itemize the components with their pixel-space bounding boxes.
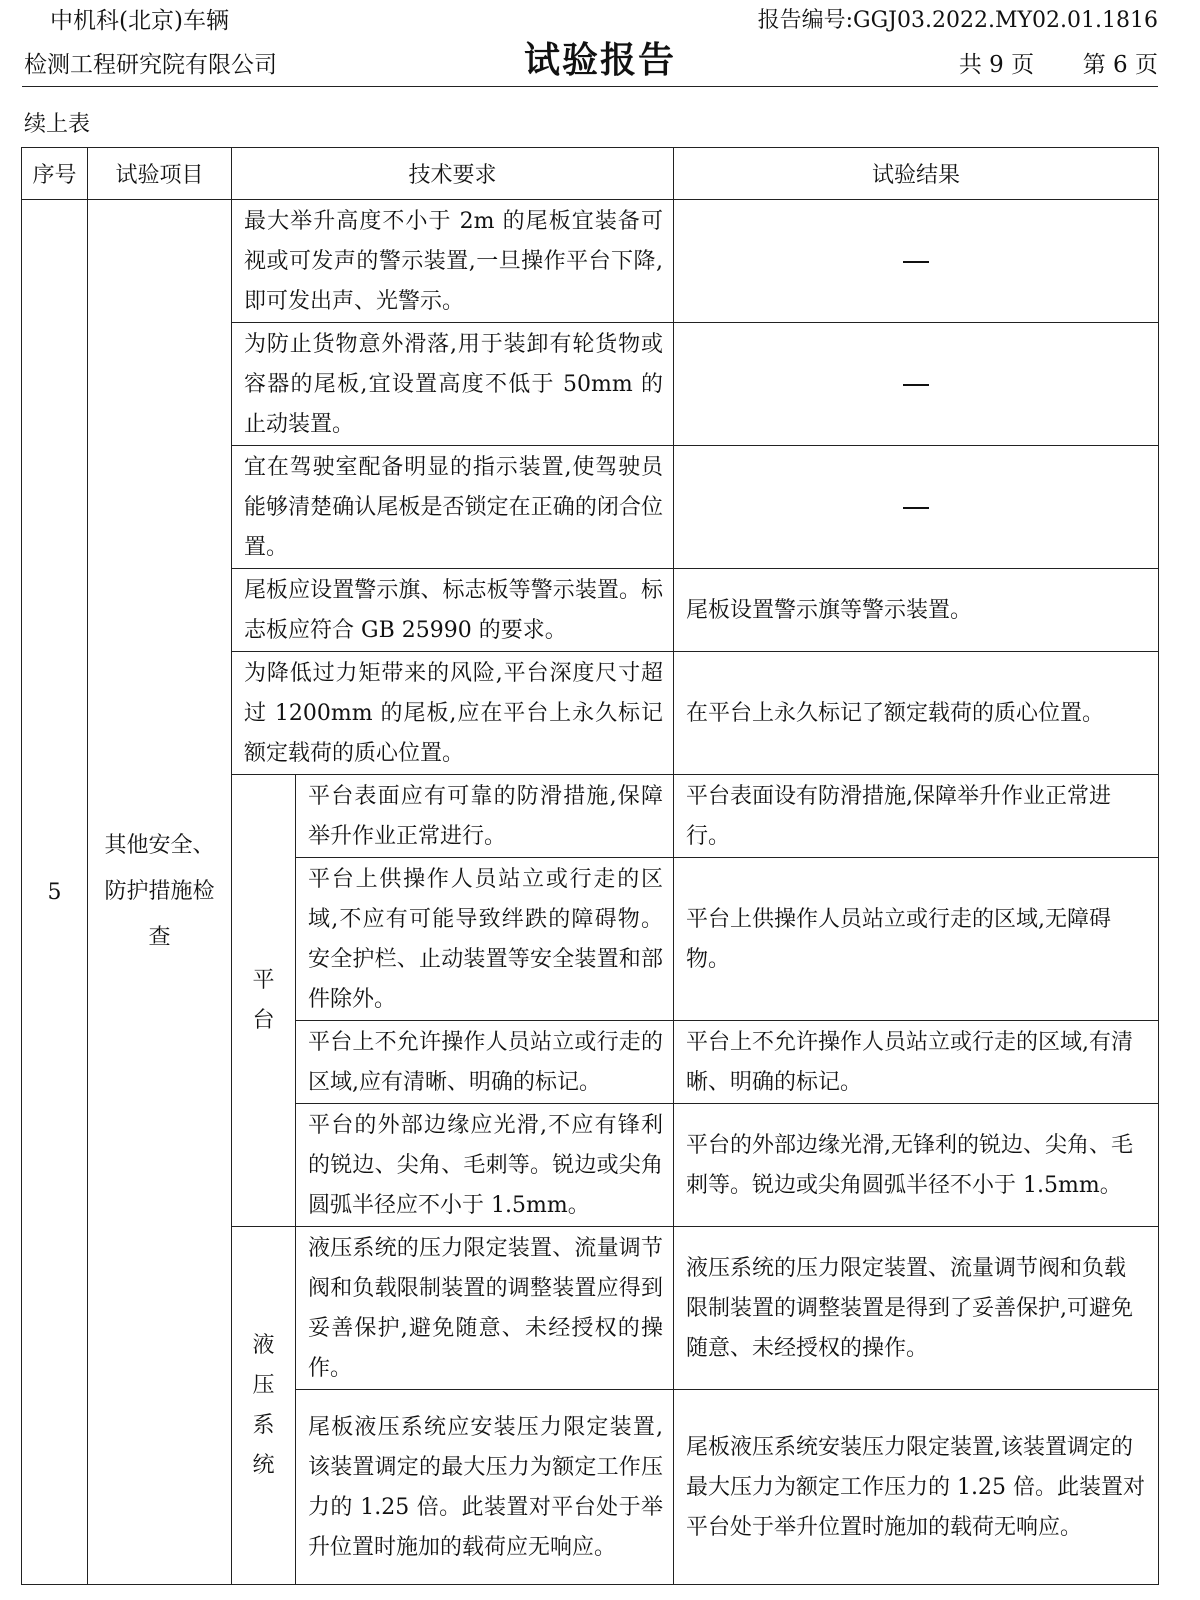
col-header-item: 试验项目 <box>88 148 232 200</box>
dash-mark <box>903 507 929 509</box>
item-cell <box>88 200 232 1585</box>
report-number: 报告编号:GGJ03.2022.MY02.01.1816 <box>757 8 1158 33</box>
result-cell: 液压系统的压力限定装置、流量调节阀和负载限制装置的调整装置是得到了妥善保护,可避免随意、未经授权的操作。 <box>674 1227 1159 1390</box>
result-cell <box>674 200 1159 323</box>
requirement-cell: 尾板液压系统应安装压力限定装置,该装置调定的最大压力为额定工作压力的 1.25 倍。此装置对平台处于举升位置时施加的载荷应无响应。 <box>296 1390 674 1585</box>
org-name-line2: 检测工程研究院有限公司 <box>24 52 277 78</box>
item-text: 其他安全、防护措施检查 <box>104 833 215 950</box>
total-pages: 共 9 页 <box>958 52 1035 78</box>
dash-mark <box>903 261 929 263</box>
org-name-line1: 中机科(北京)车辆 <box>50 8 229 34</box>
page-info <box>959 54 1158 77</box>
requirement-cell: 平台上不允许操作人员站立或行走的区域,应有清晰、明确的标记。 <box>296 1021 674 1104</box>
subgroup-label-hydraulic: 液 压 系 统 <box>232 1227 296 1585</box>
requirement-cell: 液压系统的压力限定装置、流量调节阀和负载限制装置的调整装置应得到妥善保护,避免随意、未经授权的操作。 <box>296 1227 674 1390</box>
result-cell: 尾板液压系统安装压力限定装置,该装置调定的最大压力为额定工作压力的 1.25 倍。此装置对平台处于举升位置时施加的载荷无响应。 <box>674 1390 1159 1585</box>
result-cell <box>674 323 1159 446</box>
subgroup-label-platform: 平 台 <box>232 775 296 1227</box>
result-cell: 平台上供操作人员站立或行走的区域,无障碍物。 <box>674 858 1159 1021</box>
header-divider <box>22 86 1158 87</box>
requirement-cell: 尾板应设置警示旗、标志板等警示装置。标志板应符合 GB 25990 的要求。 <box>232 569 674 652</box>
result-cell: 平台表面设有防滑措施,保障举升作业正常进行。 <box>674 775 1159 858</box>
requirement-cell: 平台上供操作人员站立或行走的区域,不应有可能导致绊跌的障碍物。安全护栏、止动装置等安全装置和部件除外。 <box>296 858 674 1021</box>
result-cell: 在平台上永久标记了额定载荷的质心位置。 <box>674 652 1159 775</box>
result-cell: 平台的外部边缘光滑,无锋利的锐边、尖角、毛刺等。锐边或尖角圆弧半径不小于 1.5mm。 <box>674 1104 1159 1227</box>
requirement-cell: 平台表面应有可靠的防滑措施,保障举升作业正常进行。 <box>296 775 674 858</box>
continued-label: 续上表 <box>24 112 91 137</box>
requirement-cell: 宜在驾驶室配备明显的指示装置,使驾驶员能够清楚确认尾板是否锁定在正确的闭合位置。 <box>232 446 674 569</box>
requirement-cell: 最大举升高度不小于 2m 的尾板宜装备可视或可发声的警示装置,一旦操作平台下降,即可发出声、光警示。 <box>232 200 674 323</box>
result-cell: 平台上不允许操作人员站立或行走的区域,有清晰、明确的标记。 <box>674 1021 1159 1104</box>
col-header-requirement: 技术要求 <box>232 148 674 200</box>
result-cell <box>674 446 1159 569</box>
page-number: 第 6 页 <box>1082 52 1158 78</box>
requirement-cell: 为降低过力矩带来的风险,平台深度尺寸超过 1200mm 的尾板,应在平台上永久标记额定载荷的质心位置。 <box>232 652 674 775</box>
inspection-table <box>21 147 1159 1585</box>
col-header-result: 试验结果 <box>674 148 1159 200</box>
requirement-cell: 为防止货物意外滑落,用于装卸有轮货物或容器的尾板,宜设置高度不低于 50mm 的止动装置。 <box>232 323 674 446</box>
dash-mark <box>903 384 929 386</box>
requirement-cell: 平台的外部边缘应光滑,不应有锋利的锐边、尖角、毛刺等。锐边或尖角圆弧半径应不小于 1.5mm。 <box>296 1104 674 1227</box>
document-title: 试验报告 <box>523 39 676 81</box>
seq-cell: 5 <box>22 200 88 1585</box>
col-header-seq: 序号 <box>22 148 88 200</box>
table-header-row <box>22 148 1159 200</box>
result-cell: 尾板设置警示旗等警示装置。 <box>674 569 1159 652</box>
table-row <box>22 200 1159 323</box>
